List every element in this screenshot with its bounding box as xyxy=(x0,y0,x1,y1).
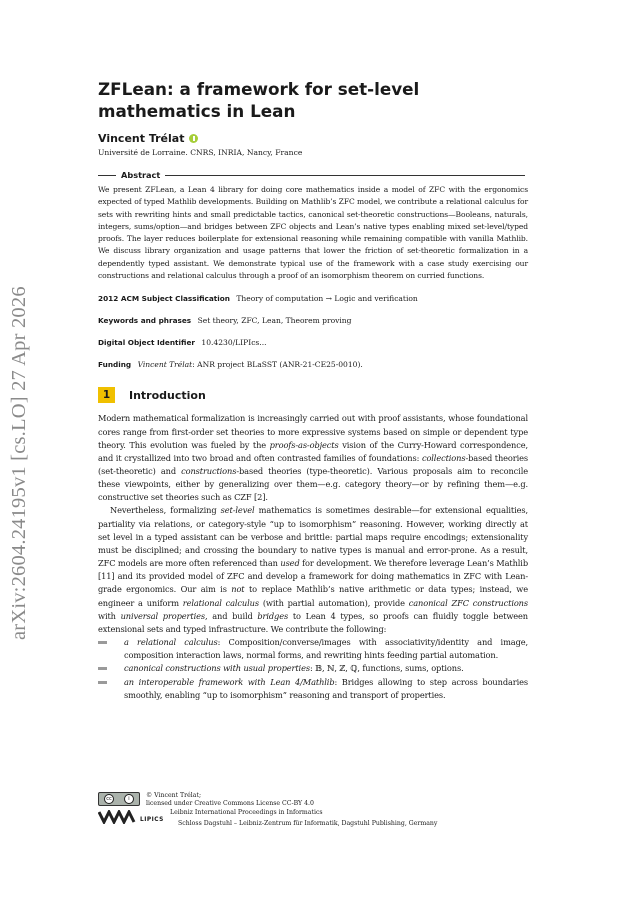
funding-name: Vincent Trélat xyxy=(137,360,193,370)
acm-value: Theory of computation → Logic and verification xyxy=(236,294,418,304)
list-item: an interoperable framework with Lean 4/Mathlib: Bridges allowing to step across boundaries smoothly, enabling “up to isomorphism” reasoning and transport of properties. xyxy=(98,676,528,702)
author-name: Vincent Trélat xyxy=(98,132,185,145)
funding-value: : ANR project BLaSST (ANR-21-CE25-0010). xyxy=(192,360,363,370)
cc-icon: cc xyxy=(104,794,114,804)
paper-page xyxy=(98,78,528,702)
keywords xyxy=(98,315,528,326)
list-item: a relational calculus: Composition/converse/images with associativity/identity and image, composition interaction laws, normal forms, and rewriting hints feeding partial automation. xyxy=(98,636,528,662)
doi-value[interactable]: 10.4230/LIPIcs... xyxy=(201,338,267,348)
orcid-icon[interactable] xyxy=(189,134,198,143)
keywords-value: Set theory, ZFC, Lean, Theorem proving xyxy=(197,316,352,326)
funding xyxy=(98,359,528,370)
copyright-line: © Vincent Trélat; xyxy=(146,792,202,799)
section-title: Introduction xyxy=(129,388,206,402)
lipics-wordmark: LIPICS xyxy=(140,817,164,823)
abstract-heading-label: Abstract xyxy=(121,170,161,180)
list-item: canonical constructions with usual properties: 𝔹, ℕ, ℤ, ℚ, functions, sums, options. xyxy=(98,662,528,675)
attribution-icon: i xyxy=(124,794,134,804)
bullet-marker xyxy=(98,681,107,684)
arxiv-identifier-stamp: arXiv:2604.24195v1 [cs.LO] 27 Apr 2026 xyxy=(8,286,30,640)
abstract-heading xyxy=(98,170,525,180)
contribution-list xyxy=(98,636,528,702)
section-number: 1 xyxy=(98,387,115,403)
abstract-rule-left xyxy=(98,175,116,176)
lipics-logo-icon xyxy=(98,810,136,824)
bullet-marker xyxy=(98,667,107,670)
paper-title: ZFLean: a framework for set-level mathematics in Lean xyxy=(98,79,420,121)
abstract-rule-right xyxy=(165,175,525,176)
author-line xyxy=(98,132,525,145)
license-line: licensed under Creative Commons License CC-BY 4.0 xyxy=(146,800,314,808)
abstract-text: We present ZFLean, a Lean 4 library for doing core mathematics inside a model of ZFC with the ergonomics expected of typed Mathlib developments. Building on Mathlib’s ZFC model, we contribute a relational calculus for sets with rewriting hints and small predictable tactics, canonical set-theoretic constructions—Booleans, naturals, integers, sums/option—and bridges between ZFC objects and Lean’s native types enabling mixed set-level/typed proofs. The layer reduces boilerplate for extensional reasoning while remaining compatible with vanilla Mathlib. We discuss library organization and usage patterns that lower the friction of set-theoretic formalization in a dependently typed assistant. We demonstrate typical use of the framework with a case study exercising our constructions and relational calculus through a proof of an isomorphism theorem on curried functions. xyxy=(98,185,528,281)
cc-by-license-badge[interactable] xyxy=(98,792,140,806)
acm-classification xyxy=(98,293,528,304)
bullet-marker xyxy=(98,641,107,644)
doi xyxy=(98,337,528,348)
intro-paragraph-1: Modern mathematical formalization is increasingly carried out with proof assistants, whose foundational cores range from first-order set theories to more expressive systems based on simple or dependent type theory. This evolution was fueled by the proofs-as-objects vision of the Curry-Howard correspondence, and it crystallized into two broad and often contrasted families of foundations: collections-based theories (set-theoretic) and constructions-based theories (type-theoretic). Various proposals aim to reconcile these viewpoints, either by generalizing over them—e.g. category theory—or by refining them—e.g. constructive set theories such as CZF [2]. xyxy=(98,413,528,503)
doi-label: Digital Object Identifier xyxy=(98,338,195,348)
keywords-label: Keywords and phrases xyxy=(98,316,192,326)
publisher-line: Schloss Dagstuhl – Leibniz-Zentrum für Informatik, Dagstuhl Publishing, Germany xyxy=(178,820,438,827)
license-notice xyxy=(146,792,323,817)
introduction-body xyxy=(98,412,528,636)
funding-label: Funding xyxy=(98,360,132,370)
intro-paragraph-2: Nevertheless, formalizing set-level mathematics is sometimes desirable—for extensional equalities, partiality via relations, or category-style “up to isomorphism” reasoning. However, working directly at set level in a typed assistant can be verbose and brittle: partial maps require encodings; extensionality must be disciplined; and crossing the boundary to native types is manual and error-prone. As a result, ZFC models are more often referenced than used for development. We therefore leverage Lean’s Mathlib [11] and its provided model of ZFC and develop a framework for doing mathematics in ZFC with Lean-grade ergonomics. Our aim is not to replace Mathlib’s native arithmetic or data types; instead, we engineer a uniform relational calculus (with partial automation), provide canonical ZFC constructions with universal properties, and build bridges to Lean 4 types, so proofs can fluidly toggle between extensional sets and typed infrastructure. We contribute the following: xyxy=(98,505,528,634)
acm-label: 2012 ACM Subject Classification xyxy=(98,294,230,304)
section-heading xyxy=(98,387,525,403)
author-affiliation: Université de Lorraine. CNRS, INRIA, Nancy, France xyxy=(98,148,303,157)
proceedings-line: Leibniz International Proceedings in Informatics xyxy=(170,808,323,816)
